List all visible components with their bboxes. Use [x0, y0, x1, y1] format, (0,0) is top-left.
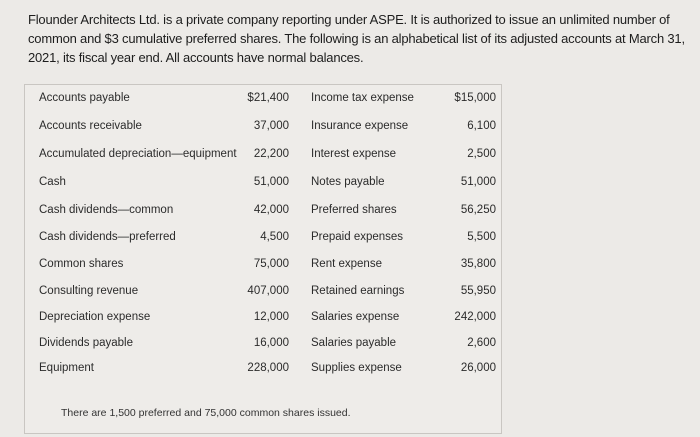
table-row: [25, 172, 501, 192]
account-name: Accounts payable: [39, 92, 130, 104]
account-name: Rent expense: [311, 258, 382, 270]
table-row: [25, 227, 501, 247]
account-name: Consulting revenue: [39, 285, 139, 297]
account-amount: 6,100: [467, 120, 496, 132]
account-name: Prepaid expenses: [311, 231, 404, 243]
table-row: [25, 281, 501, 301]
account-name: Preferred shares: [311, 204, 397, 216]
account-name: Dividends payable: [39, 337, 133, 349]
account-amount: 75,000: [253, 258, 289, 270]
account-amount: $15,000: [454, 92, 496, 104]
account-amount: 12,000: [253, 311, 289, 323]
problem-statement: Flounder Architects Ltd. is a private company reporting under ASPE. It is authorized to issue an unlimited number of common and $3 cumulative preferred shares. The following is an alphabetical list of its adjusted accounts at March 31, 2021, its fiscal year end. All accounts have normal balances.: [28, 12, 685, 65]
account-amount: 2,600: [467, 337, 496, 349]
account-amount: 228,000: [247, 362, 289, 374]
account-name: Income tax expense: [311, 92, 414, 104]
account-amount: $21,400: [247, 92, 289, 104]
account-name: Cash: [39, 176, 66, 188]
account-name: Accumulated depreciation—equipment: [39, 148, 237, 160]
account-amount: 16,000: [253, 337, 289, 349]
account-amount: 407,000: [247, 285, 289, 297]
account-name: Supplies expense: [311, 362, 402, 374]
account-amount: 5,500: [467, 231, 496, 243]
account-amount: 51,000: [460, 176, 496, 188]
account-name: Accounts receivable: [39, 120, 142, 132]
table-row: [25, 254, 501, 274]
account-amount: 51,000: [253, 176, 289, 188]
table-row: [25, 307, 501, 327]
table-row: [25, 116, 501, 136]
account-name: Common shares: [39, 258, 124, 270]
account-name: Equipment: [39, 362, 94, 374]
account-amount: 37,000: [253, 120, 289, 132]
account-amount: 55,950: [460, 285, 496, 297]
account-amount: 56,250: [460, 204, 496, 216]
table-row: [25, 144, 501, 164]
account-balances-table: [24, 84, 502, 434]
account-name: Cash dividends—common: [39, 204, 174, 216]
table-row: [25, 200, 501, 220]
account-name: Interest expense: [311, 148, 397, 160]
account-name: Depreciation expense: [39, 311, 151, 323]
account-amount: 42,000: [253, 204, 289, 216]
table-row: [25, 88, 501, 108]
account-amount: 2,500: [467, 148, 496, 160]
account-name: Notes payable: [311, 176, 385, 188]
account-name: Salaries payable: [311, 337, 397, 349]
table-row: [25, 333, 501, 353]
table-row: [25, 358, 501, 378]
account-amount: 4,500: [260, 231, 289, 243]
account-name: Insurance expense: [311, 120, 409, 132]
account-amount: 35,800: [460, 258, 496, 270]
account-amount: 22,200: [253, 148, 289, 160]
account-amount: 26,000: [460, 362, 496, 374]
account-name: Salaries expense: [311, 311, 400, 323]
account-amount: 242,000: [454, 311, 496, 323]
account-name: Retained earnings: [311, 285, 405, 297]
shares-issued-note: There are 1,500 preferred and 75,000 common shares issued.: [61, 407, 351, 419]
account-name: Cash dividends—preferred: [39, 231, 176, 243]
